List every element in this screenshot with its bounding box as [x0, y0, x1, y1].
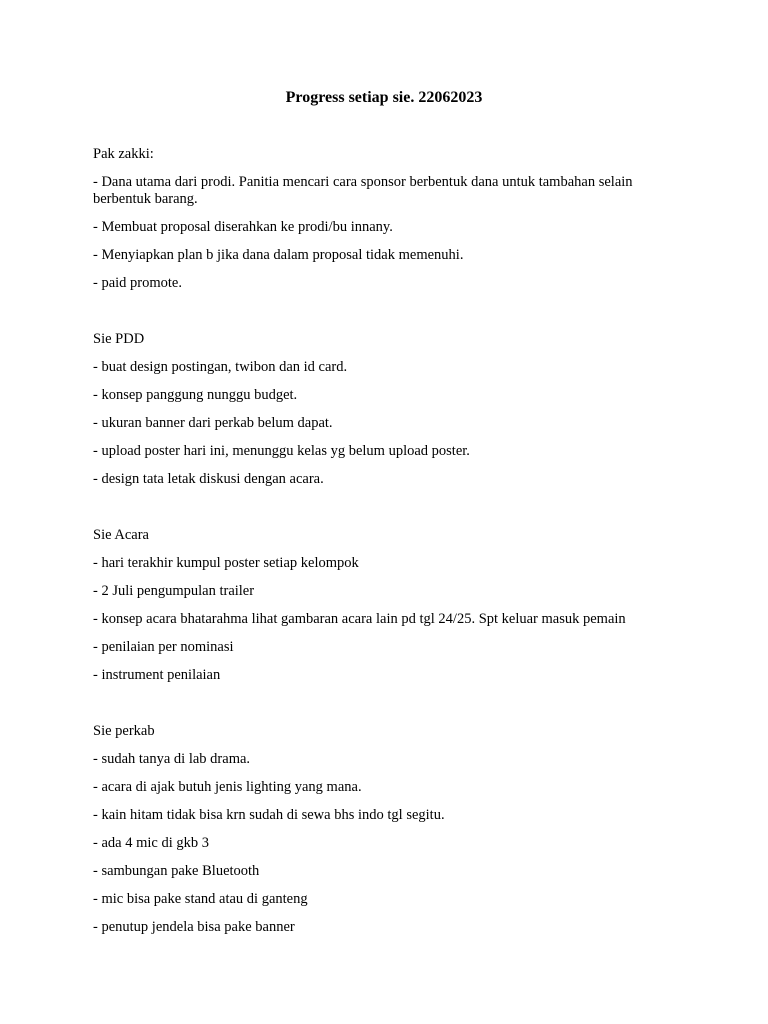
list-item: - penutup jendela bisa pake banner [93, 919, 295, 935]
section-heading: Sie PDD [93, 331, 145, 347]
list-item: - mic bisa pake stand atau di ganteng [93, 891, 308, 907]
section-pak-zakki [93, 146, 678, 292]
list-item: - paid promote. [93, 275, 182, 291]
list-item: - instrument penilaian [93, 667, 221, 683]
list-item: - sudah tanya di lab drama. [93, 751, 251, 767]
list-item: - ada 4 mic di gkb 3 [93, 835, 209, 851]
section-heading: Sie perkab [93, 723, 155, 739]
section-sie-pdd [93, 331, 678, 488]
list-item: - upload poster hari ini, menunggu kelas yg belum upload poster. [93, 443, 470, 459]
list-item: - buat design postingan, twibon dan id card. [93, 359, 348, 375]
list-item: - acara di ajak butuh jenis lighting yang mana. [93, 779, 362, 795]
list-item: - konsep panggung nunggu budget. [93, 387, 298, 403]
list-item: - 2 Juli pengumpulan trailer [93, 583, 255, 599]
document-title: Progress setiap sie. 22062023 [285, 89, 483, 106]
list-item: - ukuran banner dari perkab belum dapat. [93, 415, 333, 431]
section-sie-acara [93, 527, 678, 684]
section-heading: Sie Acara [93, 527, 149, 543]
list-item: - Dana utama dari prodi. Panitia mencari cara sponsor berbentuk dana untuk tambahan selain berbentuk barang. [93, 174, 633, 207]
document-body [93, 146, 678, 975]
list-item: - Menyiapkan plan b jika dana dalam proposal tidak memenuhi. [93, 247, 464, 263]
list-item: - design tata letak diskusi dengan acara. [93, 471, 324, 487]
list-item: - Membuat proposal diserahkan ke prodi/bu innany. [93, 219, 393, 235]
section-heading: Pak zakki: [93, 146, 154, 162]
list-item: - konsep acara bhatarahma lihat gambaran acara lain pd tgl 24/25. Spt keluar masuk pemain [93, 611, 626, 627]
list-item: - kain hitam tidak bisa krn sudah di sewa bhs indo tgl segitu. [93, 807, 445, 823]
list-item: - sambungan pake Bluetooth [93, 863, 260, 879]
list-item: - hari terakhir kumpul poster setiap kelompok [93, 555, 359, 571]
section-sie-perkab [93, 723, 678, 936]
list-item: - penilaian per nominasi [93, 639, 234, 655]
